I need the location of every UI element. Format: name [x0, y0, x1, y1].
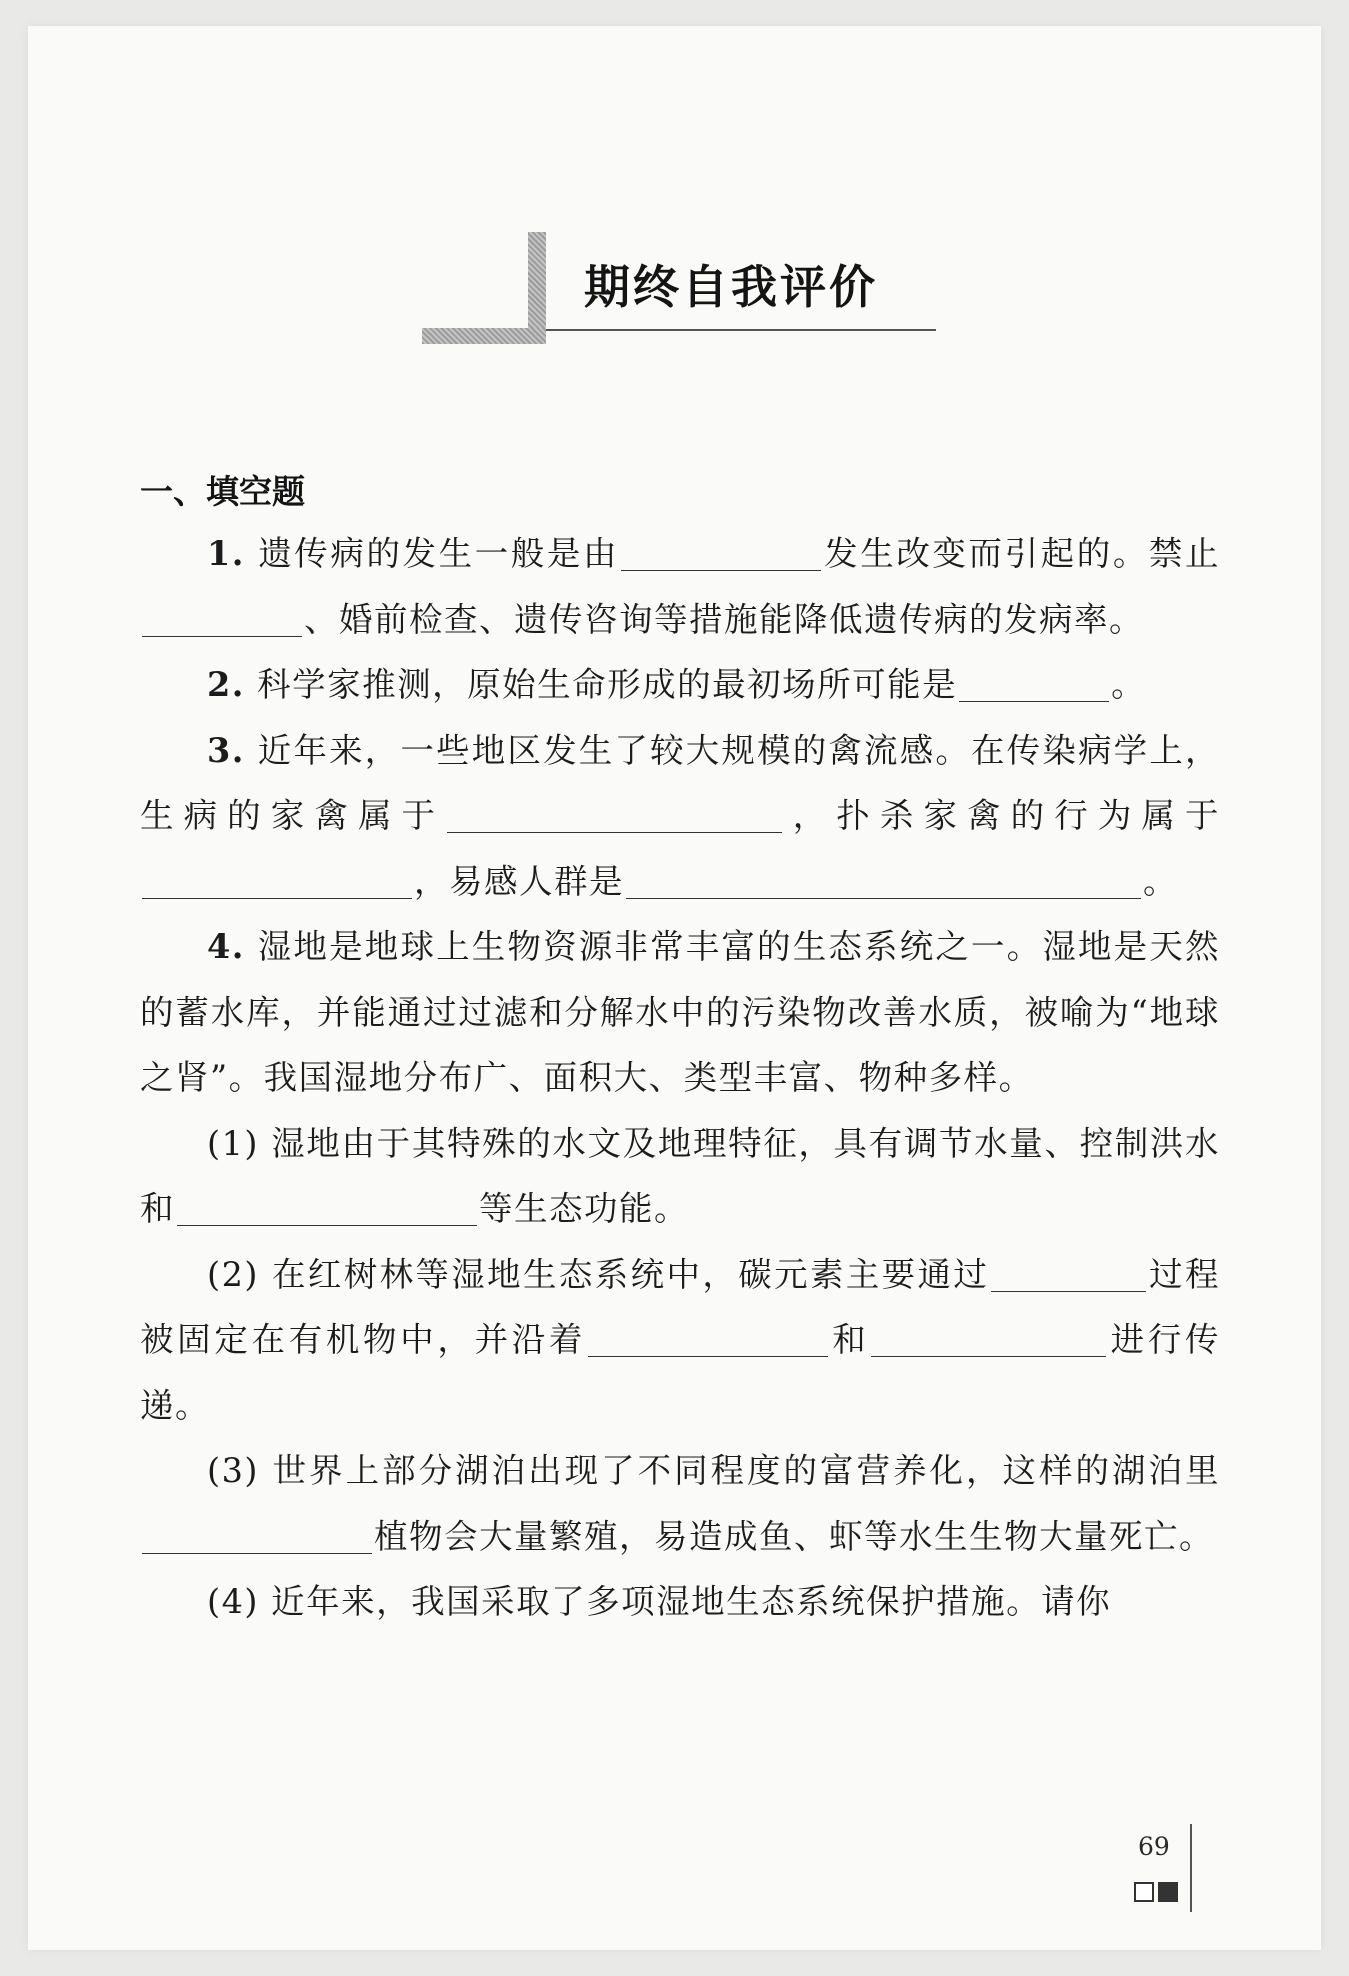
question-list [140, 521, 1220, 1635]
answer-blank[interactable] [871, 1355, 1106, 1357]
answer-blank[interactable] [447, 831, 782, 833]
question-4-4 [140, 1569, 1220, 1635]
question-text: 近年来，一些地区发生了较大规模的禽流感。在传染病学上，生病的家禽属于 [140, 730, 1220, 835]
question-number: 1. [207, 534, 245, 573]
question-text: 过程被固定在有机物中，并沿着 [140, 1254, 1220, 1359]
question-text: 发生改变而引起的。禁止 [823, 534, 1221, 573]
question-text: 等生态功能。 [479, 1189, 689, 1228]
question-number: 2. [207, 665, 245, 704]
question-text: 。 [1143, 861, 1178, 901]
page-title: 期终自我评价 [584, 260, 878, 314]
answer-blank[interactable] [588, 1355, 828, 1357]
question-text: 近年来，我国采取了多项湿地生态系统保护措施。请你 [271, 1582, 1112, 1621]
question-number: 4. [207, 927, 245, 966]
question-text: 植物会大量繁殖，易造成鱼、虾等水生生物大量死亡。 [374, 1516, 1214, 1556]
question-text: 湿地是地球上生物资源非常丰富的生态系统之一。湿地是天然的蓄水库，并能通过过滤和分解水中的污染物改善水质，被喻为“地球之肾”。我国湿地分布广、面积大、类型丰富、物种多样。 [140, 927, 1220, 1097]
sub-question-number: (3) [207, 1451, 259, 1490]
answer-blank[interactable] [991, 1290, 1146, 1292]
answer-blank[interactable] [959, 700, 1109, 702]
title-underline [546, 329, 936, 331]
sub-question-number: (2) [207, 1254, 259, 1294]
question-4-1 [140, 1111, 1220, 1242]
sub-question-number: (4) [207, 1582, 259, 1621]
answer-blank[interactable] [621, 569, 821, 571]
answer-blank[interactable] [142, 635, 302, 637]
empty-square-icon [1134, 1882, 1154, 1902]
title-decoration-base [422, 328, 546, 344]
page-number: 69 [1138, 1832, 1170, 1861]
question-text: 。 [1111, 665, 1147, 704]
title-decoration-bar [528, 232, 546, 342]
question-2 [140, 652, 1220, 718]
question-text: 和 [830, 1320, 870, 1359]
section-heading: 一、填空题 [140, 472, 305, 511]
answer-blank[interactable] [177, 1224, 477, 1226]
question-text: 进行传递。 [140, 1320, 1221, 1425]
question-1 [140, 521, 1220, 652]
question-number: 3. [207, 730, 245, 770]
question-text: 在红树林等湿地生态系统中，碳元素主要通过 [271, 1254, 990, 1294]
question-text: 湿地由于其特殊的水文及地理特征，具有调节水量、控制洪水和 [140, 1123, 1220, 1228]
question-3 [140, 718, 1220, 915]
question-4-2 [140, 1242, 1220, 1439]
answer-blank[interactable] [142, 897, 412, 899]
question-text: 遗传病的发生一般是由 [258, 534, 620, 573]
question-text: ，易感人群是 [414, 861, 624, 901]
footer-divider [1190, 1824, 1192, 1912]
question-4-3 [140, 1438, 1220, 1569]
answer-blank[interactable] [142, 1552, 372, 1554]
filled-square-icon [1158, 1882, 1178, 1902]
question-text: 、婚前检查、遗传咨询等措施能降低遗传病的发病率。 [304, 599, 1144, 639]
question-text: ，扑杀家禽的行为属于 [784, 796, 1221, 835]
page [28, 26, 1321, 1950]
answer-blank[interactable] [626, 897, 1141, 899]
sub-question-number: (1) [207, 1123, 259, 1163]
question-4 [140, 914, 1220, 1111]
question-text: 科学家推测，原始生命形成的最初场所可能是 [257, 665, 958, 704]
question-text: 世界上部分湖泊出现了不同程度的富营养化，这样的湖泊里 [272, 1451, 1221, 1490]
